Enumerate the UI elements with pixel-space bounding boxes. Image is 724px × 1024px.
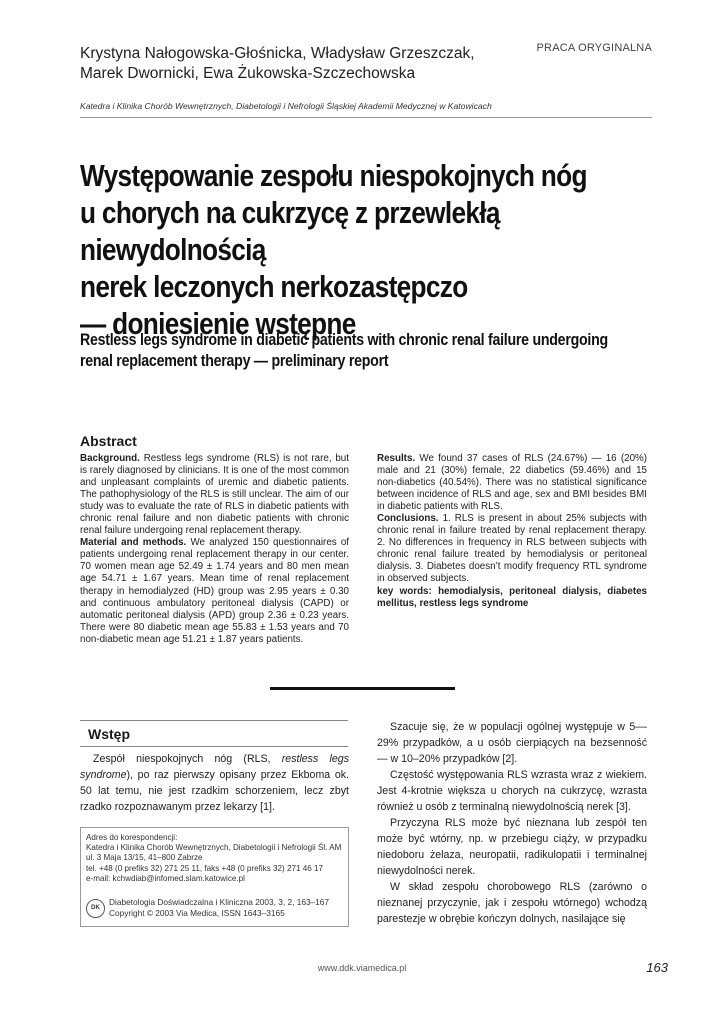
conclusions-label: Conclusions. bbox=[377, 513, 439, 525]
background-label: Background. bbox=[80, 453, 140, 464]
page-number: 163 bbox=[646, 960, 668, 975]
journal-citation: Diabetologia Doświadczalna i Kliniczna 2003, 3, 2, 163–167 bbox=[109, 897, 330, 907]
results-label: Results. bbox=[377, 453, 416, 464]
conclusions-text: 1. RLS is present in about 25% subjects with chronic renal in failure treated by renal replacement therapy. 2. No differences in frequency in RLS between subjects with chronic renal failure treated by hemodialysis or peritoneal dialysis. 3. Diabetes doesn’t modify frequency RTL syndrome in observed subjects. bbox=[377, 513, 647, 585]
paper-type-label: PRACA ORYGINALNA bbox=[536, 42, 652, 54]
title-line-4: — doniesienie wstępne bbox=[80, 307, 356, 341]
methods-text: We analyzed 150 questionnaires of patients undergoing renal replacement therapy in our center. 70 women mean age 52.49 ± 1.74 years and 80 men mean age 54.71 ± 1.67 years. Mean time of renal replacement therapy in hemodialyzed (HD) group was 2.95 years ± 0.30 and continuous ambulatory peritoneal dialysis (CAPD) or automatic peritoneal dialysis (APD) group 2.36 ± 0.23 years. There were 80 diabetic mean age 55.83 ± 1.53 years and 70 non-diabetic mean age 51.21 ± 1.87 years patients. bbox=[80, 537, 349, 645]
english-title-line-1: Restless legs syndrome in diabetic patients with chronic renal failure undergoing bbox=[80, 331, 608, 349]
paper-title bbox=[80, 158, 596, 343]
results-text: We found 37 cases of RLS (24.67%) — 16 (20%) male and 21 (30%) female, 22 diabetics (59.46%) and 15 non-diabetics (40.54%). There was no statistical significance between incidence of RLS and age, sex and BMI besides BMI in diabetic patients with RLS. bbox=[377, 453, 647, 513]
abstract-column-right bbox=[377, 453, 647, 610]
intro-p1-start: Zespół niespokojnych nóg (RLS, bbox=[93, 753, 282, 765]
journal-logo-icon: DK bbox=[86, 899, 105, 918]
intro-paragraph-r2: Częstość występowania RLS wzrasta wraz z wiekiem. Jest 4-krotnie większa u chorych na cukrzycę, wzrasta również u osób z terminalną niewydolnością nerek [3]. bbox=[377, 769, 647, 813]
corr-line-3: ul. 3 Maja 13/15, 41–800 Zabrze bbox=[86, 853, 203, 863]
methods-label: Material and methods. bbox=[80, 537, 187, 549]
background-text: Restless legs syndrome (RLS) is not rare, but is rarely diagnosed by clinicians. It is one of the most common and unpleasant complaints of uremic and diabetic patients. The pathophysiology of the RLS is still unclear. The aim of our study was to evaluate the rate of RLS in diabetic patients with chronic renal failure and non diabetic patients with chronic renal failure undergoing renal replacement therapy. bbox=[80, 453, 349, 537]
intro-paragraph-r1: Szacuje się, że w populacji ogólnej występuje w 5––29% przypadków, a u osób cierpiących na bezsenność — w 10–20% przypadków [2]. bbox=[377, 721, 647, 765]
english-title-line-2: renal replacement therapy — preliminary report bbox=[80, 352, 389, 370]
title-line-2: u chorych na cukrzycę z przewlekłą niewydolnością bbox=[80, 196, 500, 267]
footer-url: www.ddk.viamedica.pl bbox=[317, 963, 407, 973]
intro-paragraph-r4: W skład zespołu chorobowego RLS (zarówno o nieznanej przyczynie, jak i zespołu wtórnego) wchodzą parestezje w obrębie kończyn dolnych, nasilające się bbox=[377, 881, 647, 925]
authors-line-2: Marek Dwornicki, Ewa Żukowska-Szczechowska bbox=[80, 65, 416, 82]
authors bbox=[80, 44, 475, 84]
intro-heading: Wstęp bbox=[88, 726, 130, 742]
journal-copyright: Copyright © 2003 Via Medica, ISSN 1643–3165 bbox=[109, 907, 285, 918]
intro-p1-italic: restless legs syndrome bbox=[80, 753, 349, 781]
correspondence-address bbox=[86, 833, 348, 884]
intro-column-left bbox=[80, 751, 349, 815]
header-divider bbox=[80, 117, 652, 118]
keywords: key words: hemodialysis, peritoneal dialysis, diabetes mellitus, restless legs syndrome bbox=[377, 585, 647, 609]
abstract-column-left bbox=[80, 453, 349, 646]
intro-paragraph-1 bbox=[80, 751, 349, 815]
affiliation: Katedra i Klinika Chorób Wewnętrznych, Diabetologii i Nefrologii Śląskiej Akademii Medycznej w Katowicach bbox=[80, 101, 492, 111]
intro-top-rule bbox=[80, 720, 348, 721]
english-title bbox=[80, 330, 639, 372]
corr-line-4: tel. +48 (0 prefiks 32) 271 25 11, faks +48 (0 prefiks 32) 271 46 17 bbox=[86, 863, 323, 873]
intro-paragraph-r3: Przyczyna RLS może być nieznana lub zespół ten może być wtórny, np. w przebiegu ciąży, w przypadku niedoboru żelaza, neuropatii, radikulopatii i terminalnej niewydolności nerek. bbox=[377, 817, 647, 877]
corr-line-5: e-mail: kchwdiab@infomed.slam.katowice.pl bbox=[86, 873, 245, 883]
intro-p1-end: ), po raz pierwszy opisany przez Ekboma ok. 50 lat temu, nie jest rzadkim schorzeniem, lecz zbyt rzadko rozpoznawanym przez lekarzy [1]. bbox=[80, 769, 349, 813]
corr-line-2: Katedra i Klinika Chorób Wewnętrznych, Diabetologii i Nefrologii Śl. AM bbox=[86, 843, 342, 853]
intro-column-right bbox=[377, 719, 647, 927]
authors-line-1: Krystyna Nałogowska-Głośnicka, Władysław Grzeszczak, bbox=[80, 45, 475, 62]
intro-bottom-rule bbox=[80, 746, 348, 747]
title-line-3: nerek leczonych nerkozastępczo bbox=[80, 270, 468, 304]
corr-line-1: Adres do korespondencji: bbox=[86, 833, 178, 842]
abstract-heading: Abstract bbox=[80, 433, 137, 449]
title-line-1: Występowanie zespołu niespokojnych nóg bbox=[80, 159, 587, 193]
journal-info bbox=[109, 897, 347, 918]
section-divider bbox=[270, 687, 455, 690]
